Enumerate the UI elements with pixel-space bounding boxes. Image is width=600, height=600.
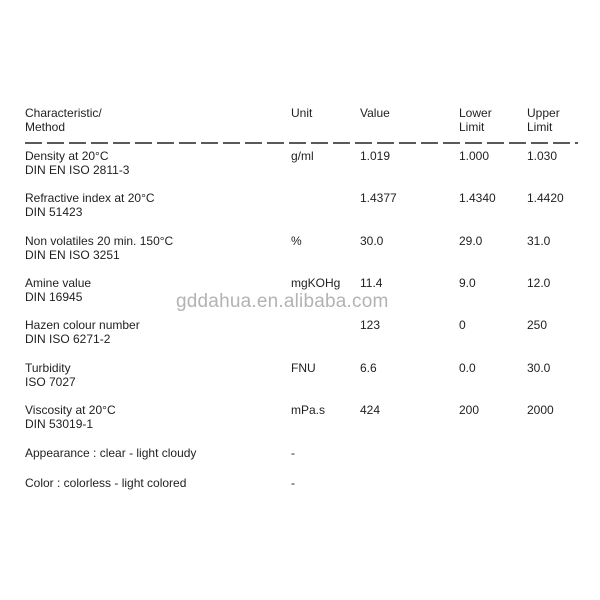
row-method: DIN 16945	[25, 290, 83, 304]
row-unit: FNU	[291, 361, 316, 375]
row-method: DIN 53019-1	[25, 417, 94, 431]
row-unit: mPa.s	[291, 403, 326, 417]
row-upper-limit: 31.0	[527, 234, 551, 248]
table-row	[0, 276, 600, 308]
header-characteristic-line1: Characteristic/	[25, 106, 102, 120]
row-characteristic-method	[25, 234, 173, 262]
row-lower-limit: 1.4340	[459, 191, 496, 205]
header-upper-limit	[527, 106, 560, 134]
row-unit: -	[291, 446, 295, 460]
row-unit: mgKOHg	[291, 276, 341, 290]
table-row	[0, 191, 600, 223]
row-value: 1.4377	[360, 191, 397, 205]
table-row	[0, 234, 600, 266]
row-upper-limit: 2000	[527, 403, 554, 417]
header-upper-line1: Upper	[527, 106, 560, 120]
table-row	[0, 318, 600, 350]
row-characteristic-method	[25, 361, 76, 389]
row-value: 424	[360, 403, 381, 417]
row-upper-limit: 30.0	[527, 361, 551, 375]
row-characteristic: Amine value	[25, 276, 92, 290]
row-value: 6.6	[360, 361, 377, 375]
row-upper-limit: 1.4420	[527, 191, 564, 205]
table-row	[0, 149, 600, 181]
row-unit: g/ml	[291, 149, 314, 163]
row-characteristic: Density at 20°C	[25, 149, 109, 163]
row-upper-limit: 250	[527, 318, 548, 332]
watermark-text: gddahua.en.alibaba.com	[176, 291, 389, 312]
table-row	[0, 403, 600, 435]
row-lower-limit: 0.0	[459, 361, 476, 375]
row-characteristic-method	[25, 446, 196, 460]
row-method: DIN ISO 6271-2	[25, 332, 111, 346]
row-method: DIN 51423	[25, 205, 83, 219]
table-row	[0, 476, 600, 508]
row-upper-limit: 12.0	[527, 276, 551, 290]
row-method: ISO 7027	[25, 375, 76, 389]
row-method: DIN EN ISO 3251	[25, 248, 120, 262]
row-characteristic: Non volatiles 20 min. 150°C	[25, 234, 174, 248]
row-characteristic-method	[25, 276, 91, 304]
row-method: DIN EN ISO 2811-3	[25, 163, 130, 177]
table-row	[0, 361, 600, 393]
row-value: 123	[360, 318, 381, 332]
row-characteristic: Hazen colour number	[25, 318, 140, 332]
row-value: 11.4	[360, 276, 383, 290]
row-characteristic-method	[25, 476, 186, 490]
row-characteristic: Refractive index at 20°C	[25, 191, 155, 205]
row-lower-limit: 9.0	[459, 276, 476, 290]
row-value: 1.019	[360, 149, 391, 163]
header-lower-line2: Limit	[459, 120, 485, 134]
row-characteristic-method	[25, 191, 155, 219]
row-characteristic-method	[25, 403, 116, 431]
header-value: Value	[360, 106, 390, 120]
row-characteristic-method	[25, 149, 129, 177]
row-lower-limit: 200	[459, 403, 480, 417]
header-lower-line1: Lower	[459, 106, 492, 120]
header-unit: Unit	[291, 106, 313, 120]
header-characteristic-line2: Method	[25, 120, 66, 134]
row-unit: -	[291, 476, 295, 490]
table-row	[0, 446, 600, 478]
header-upper-line2: Limit	[527, 120, 553, 134]
header-characteristic-method	[25, 106, 102, 134]
header-lower-limit	[459, 106, 492, 134]
row-value: 30.0	[360, 234, 384, 248]
row-characteristic: Color : colorless - light colored	[25, 476, 187, 490]
row-lower-limit: 29.0	[459, 234, 483, 248]
row-characteristic: Viscosity at 20°C	[25, 403, 116, 417]
row-lower-limit: 1.000	[459, 149, 490, 163]
row-characteristic-method	[25, 318, 140, 346]
row-lower-limit: 0	[459, 318, 466, 332]
row-unit: %	[291, 234, 302, 248]
row-upper-limit: 1.030	[527, 149, 558, 163]
header-divider-dashed-line	[25, 142, 578, 144]
row-characteristic: Appearance : clear - light cloudy	[25, 446, 197, 460]
row-characteristic: Turbidity	[25, 361, 71, 375]
